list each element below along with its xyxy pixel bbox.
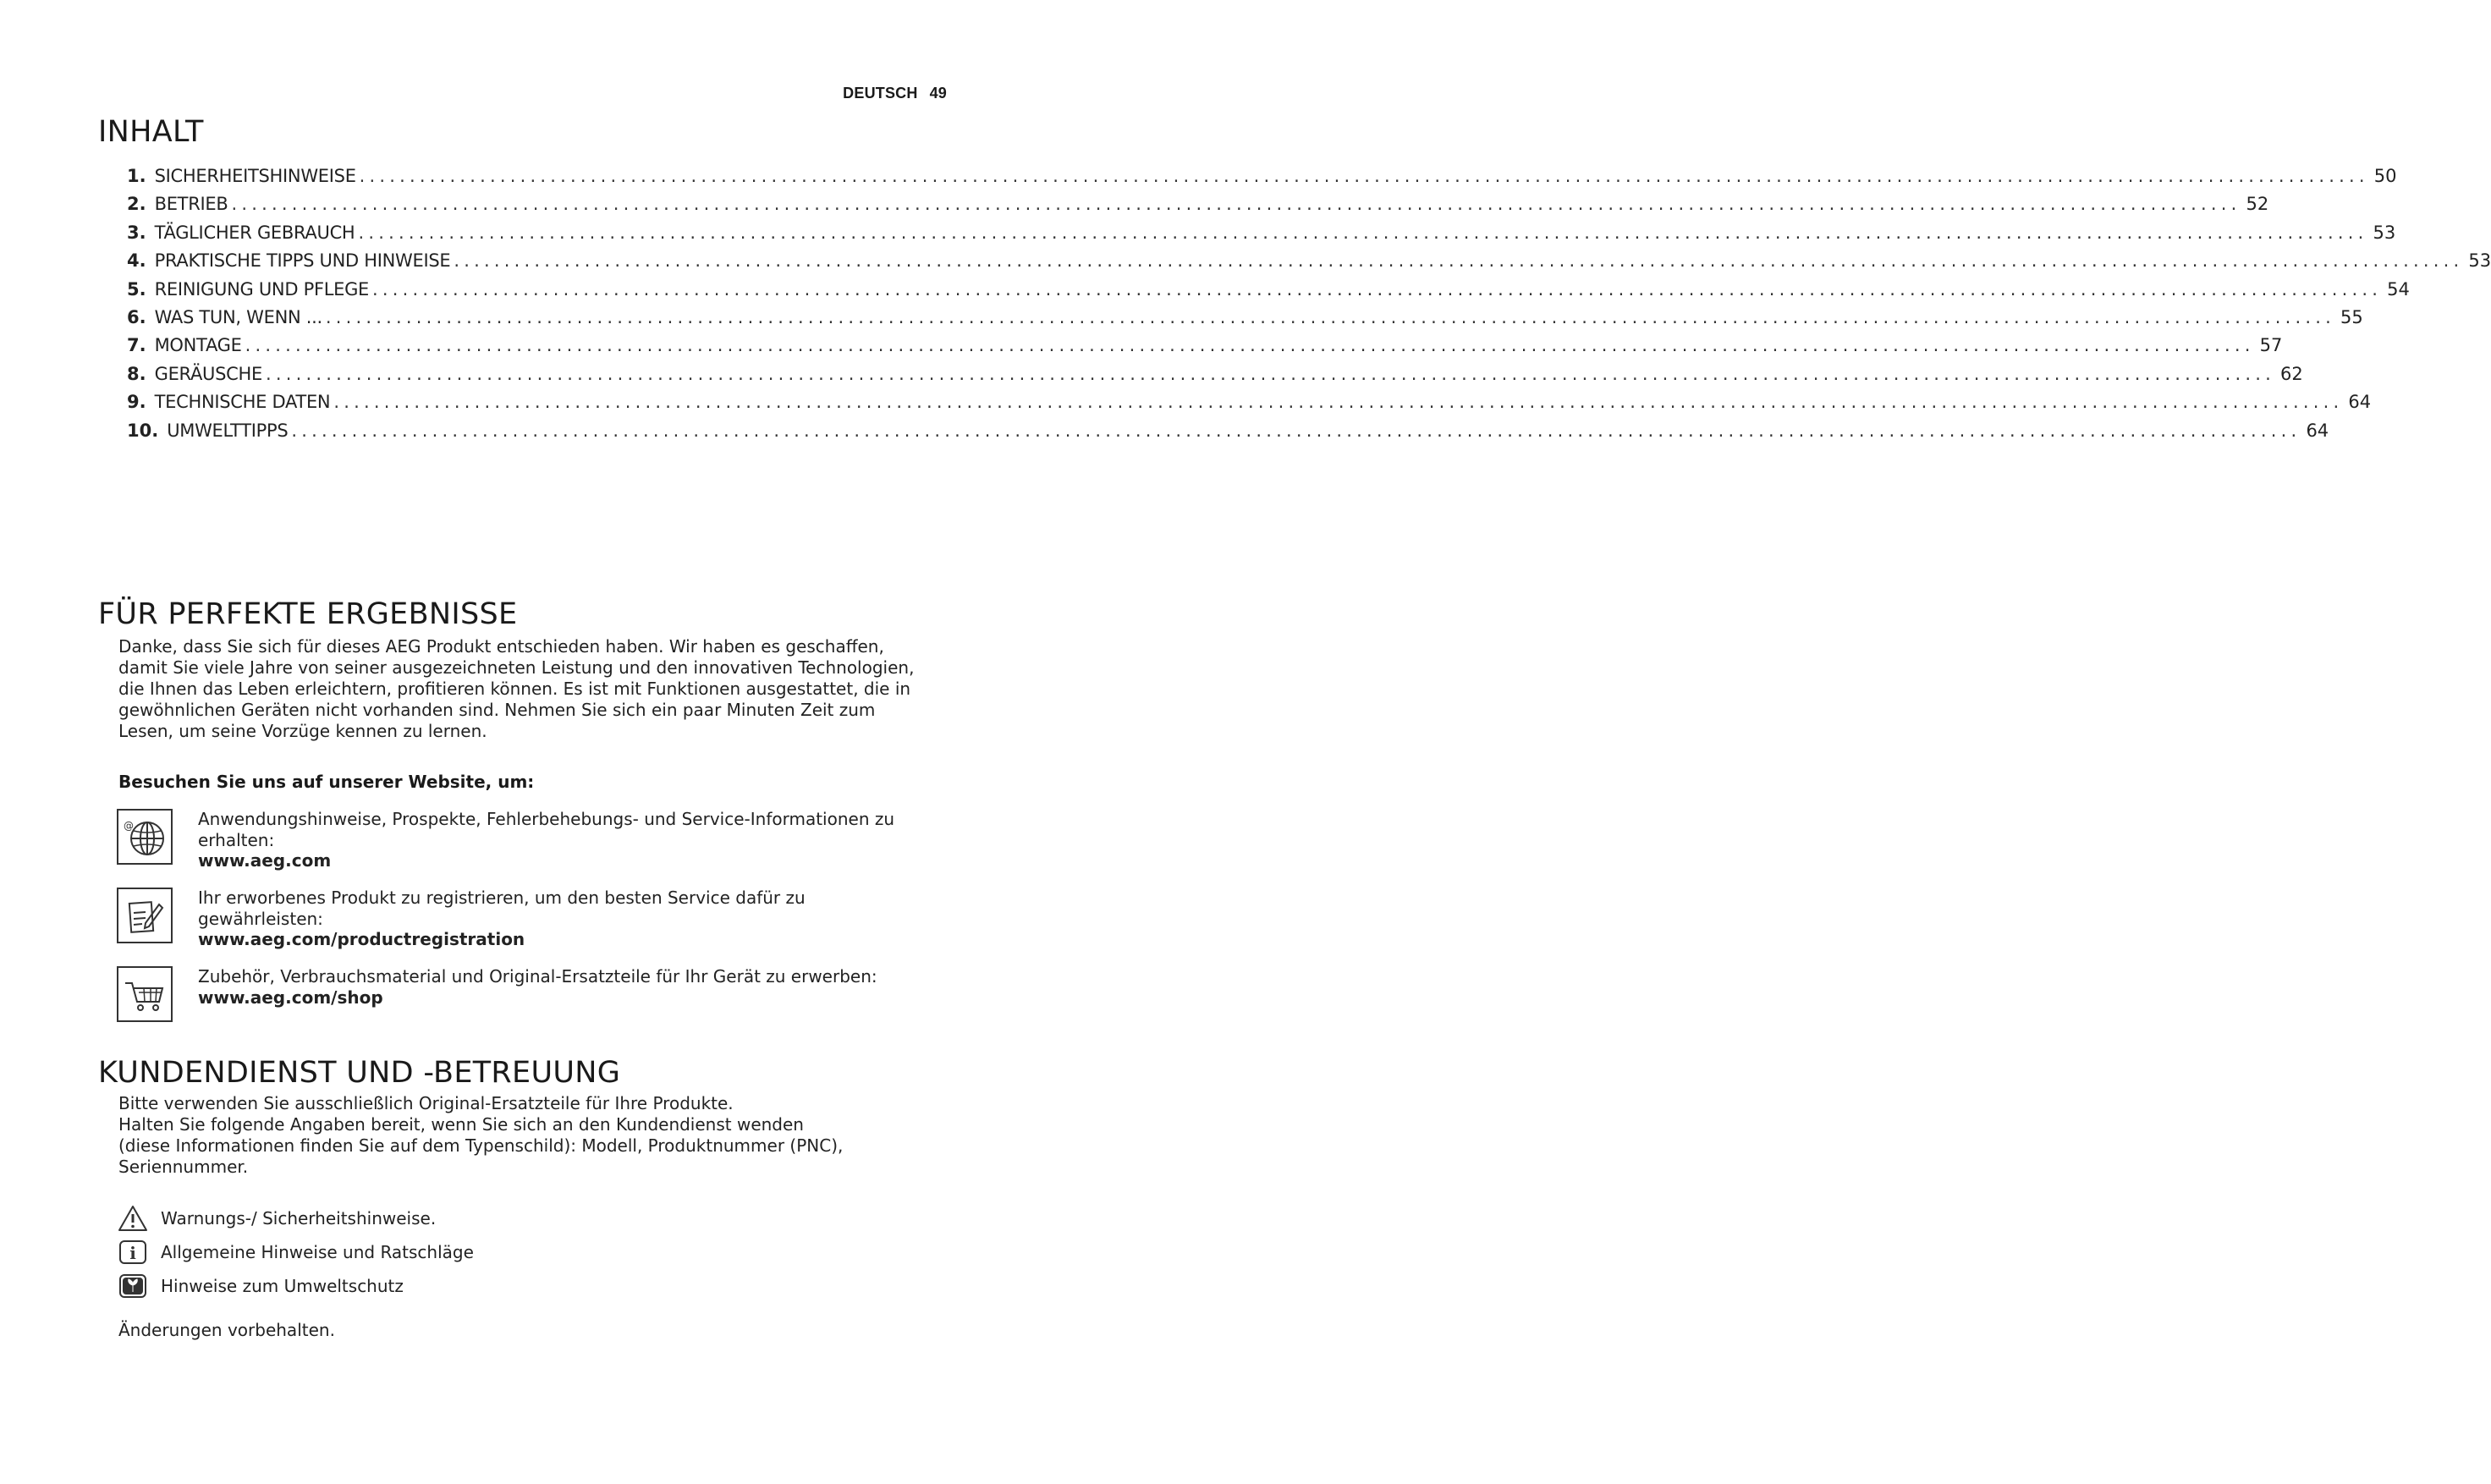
toc-item-number: 9. — [127, 392, 146, 413]
toc-item-number: 1. — [127, 166, 146, 186]
toc-item-label: SICHERHEITSHINWEISE — [154, 166, 356, 186]
toc-item[interactable] — [127, 194, 2269, 222]
toc-item-page: 52 — [2246, 194, 2269, 215]
website-link[interactable]: www.aeg.com — [198, 850, 332, 871]
website-item-text: Ihr erworbenes Produkt zu registrieren, um den besten Service dafür zu — [198, 888, 806, 908]
toc-item-label: UMWELTTIPPS — [167, 420, 289, 441]
toc-item-page: 64 — [2348, 392, 2372, 413]
symbol-label: Allgemeine Hinweise und Ratschläge — [161, 1242, 474, 1262]
website-link[interactable]: www.aeg.com/shop — [198, 987, 383, 1008]
website-item-text: Zubehör, Verbrauchsmaterial und Original-Ersatzteile für Ihr Gerät zu erwerben: — [198, 966, 877, 987]
toc-item[interactable] — [127, 250, 2491, 278]
toc-title: INHALT — [98, 115, 204, 149]
perfect-results-title: FÜR PERFEKTE ERGEBNISSE — [98, 597, 518, 631]
globe-icon — [117, 809, 173, 865]
service-line: (diese Informationen finden Sie auf dem Typenschild): Modell, Produktnummer (PNC), — [118, 1135, 844, 1156]
toc-item[interactable] — [127, 278, 2410, 307]
website-item-text: Anwendungshinweise, Prospekte, Fehlerbehebungs- und Service-Informationen zu — [198, 809, 895, 829]
toc-item-page: 54 — [2387, 278, 2410, 300]
intro-line: Danke, dass Sie sich für dieses AEG Produkt entschieden haben. Wir haben es geschaffen, — [118, 636, 884, 657]
toc-leader-dots: ........................................................................................................................................................................................................ — [359, 166, 2369, 186]
toc-item[interactable] — [127, 306, 2363, 335]
service-line: Seriennummer. — [118, 1157, 249, 1177]
toc-item-number: 7. — [127, 335, 146, 356]
toc-item-label: WAS TUN, WENN ... — [154, 306, 322, 327]
toc-item-page: 64 — [2306, 420, 2329, 441]
symbol-info — [117, 1237, 474, 1267]
customer-service-paragraph — [118, 1093, 956, 1178]
toc-item-page: 55 — [2340, 306, 2363, 327]
toc-leader-dots: ........................................................................................................................................................................................................ — [265, 363, 2276, 384]
toc-leader-dots: ........................................................................................................................................................................................................ — [245, 335, 2255, 356]
header-language: DEUTSCH — [843, 85, 918, 102]
toc-item-number: 10. — [127, 420, 159, 441]
shopping-cart-icon — [117, 966, 173, 1022]
toc-item[interactable] — [127, 363, 2303, 392]
toc-item-label: REINIGUNG UND PFLEGE — [154, 278, 370, 300]
toc-item[interactable] — [127, 222, 2396, 250]
symbol-label: Warnungs-/ Sicherheitshinweise. — [161, 1208, 437, 1228]
toc-item-page: 62 — [2280, 363, 2303, 384]
toc-leader-dots: ........................................................................................................................................................................................................ — [454, 250, 2464, 272]
toc-item-page: 53 — [2373, 222, 2396, 243]
service-line: Bitte verwenden Sie ausschließlich Original-Ersatzteile für Ihre Produkte. — [118, 1093, 734, 1113]
toc-item-page: 50 — [2373, 166, 2397, 186]
changes-note: Änderungen vorbehalten. — [118, 1320, 335, 1340]
svg-text:i: i — [129, 1243, 136, 1263]
toc-item-page: 53 — [2468, 250, 2491, 272]
toc-item-label: TECHNISCHE DATEN — [154, 392, 331, 413]
toc-leader-dots: ........................................................................................................................................................................................................ — [291, 420, 2301, 441]
toc-leader-dots: ........................................................................................................................................................................................................ — [231, 194, 2241, 215]
customer-service-title: KUNDENDIENST UND -BETREUUNG — [98, 1056, 621, 1090]
table-of-contents — [127, 166, 2491, 448]
toc-item[interactable] — [127, 335, 2283, 363]
info-icon — [117, 1238, 149, 1267]
intro-line: Lesen, um seine Vorzüge kennen zu lernen. — [118, 721, 487, 741]
website-item-text: gewährleisten: — [198, 908, 323, 929]
svg-text:@: @ — [124, 820, 134, 832]
page-number: 49 — [929, 85, 947, 102]
toc-item-label: BETRIEB — [154, 194, 228, 215]
toc-leader-dots: ........................................................................................................................................................................................................ — [325, 306, 2335, 327]
toc-item-page: 57 — [2259, 335, 2283, 356]
toc-leader-dots: ........................................................................................................................................................................................................ — [333, 392, 2344, 413]
intro-paragraph — [118, 636, 956, 742]
symbol-label: Hinweise zum Umweltschutz — [161, 1276, 404, 1296]
toc-item[interactable] — [127, 392, 2372, 420]
toc-item-number: 3. — [127, 222, 146, 243]
website-item-text: erhalten: — [198, 829, 275, 850]
visit-heading: Besuchen Sie uns auf unserer Website, um: — [118, 772, 535, 792]
toc-leader-dots: ........................................................................................................................................................................................................ — [358, 222, 2368, 243]
warning-icon — [117, 1204, 149, 1233]
intro-line: die Ihnen das Leben erleichtern, profitieren können. Es ist mit Funktionen ausgestattet, die in — [118, 679, 911, 699]
website-link[interactable]: www.aeg.com/productregistration — [198, 929, 525, 949]
toc-item-number: 8. — [127, 363, 146, 384]
toc-leader-dots: ........................................................................................................................................................................................................ — [372, 278, 2383, 300]
page-header — [843, 85, 947, 102]
symbol-warning — [117, 1203, 436, 1234]
toc-item[interactable] — [127, 420, 2329, 448]
symbol-environment — [117, 1271, 404, 1301]
service-line: Halten Sie folgende Angaben bereit, wenn Sie sich an den Kundendienst wenden — [118, 1114, 804, 1135]
toc-item-label: PRAKTISCHE TIPPS UND HINWEISE — [154, 250, 451, 272]
toc-item-label: TÄGLICHER GEBRAUCH — [154, 222, 355, 243]
toc-item-label: MONTAGE — [154, 335, 242, 356]
toc-item[interactable] — [127, 166, 2397, 194]
toc-item-number: 5. — [127, 278, 146, 300]
toc-item-number: 2. — [127, 194, 146, 215]
toc-item-number: 4. — [127, 250, 146, 272]
toc-item-number: 6. — [127, 306, 146, 327]
intro-line: damit Sie viele Jahre von seiner ausgezeichneten Leistung und den innovativen Technologien, — [118, 657, 915, 678]
registration-icon — [117, 888, 173, 943]
intro-line: gewöhnlichen Geräten nicht vorhanden sind. Nehmen Sie sich ein paar Minuten Zeit zum — [118, 700, 876, 720]
toc-item-label: GERÄUSCHE — [154, 363, 262, 384]
environment-icon — [117, 1272, 149, 1300]
